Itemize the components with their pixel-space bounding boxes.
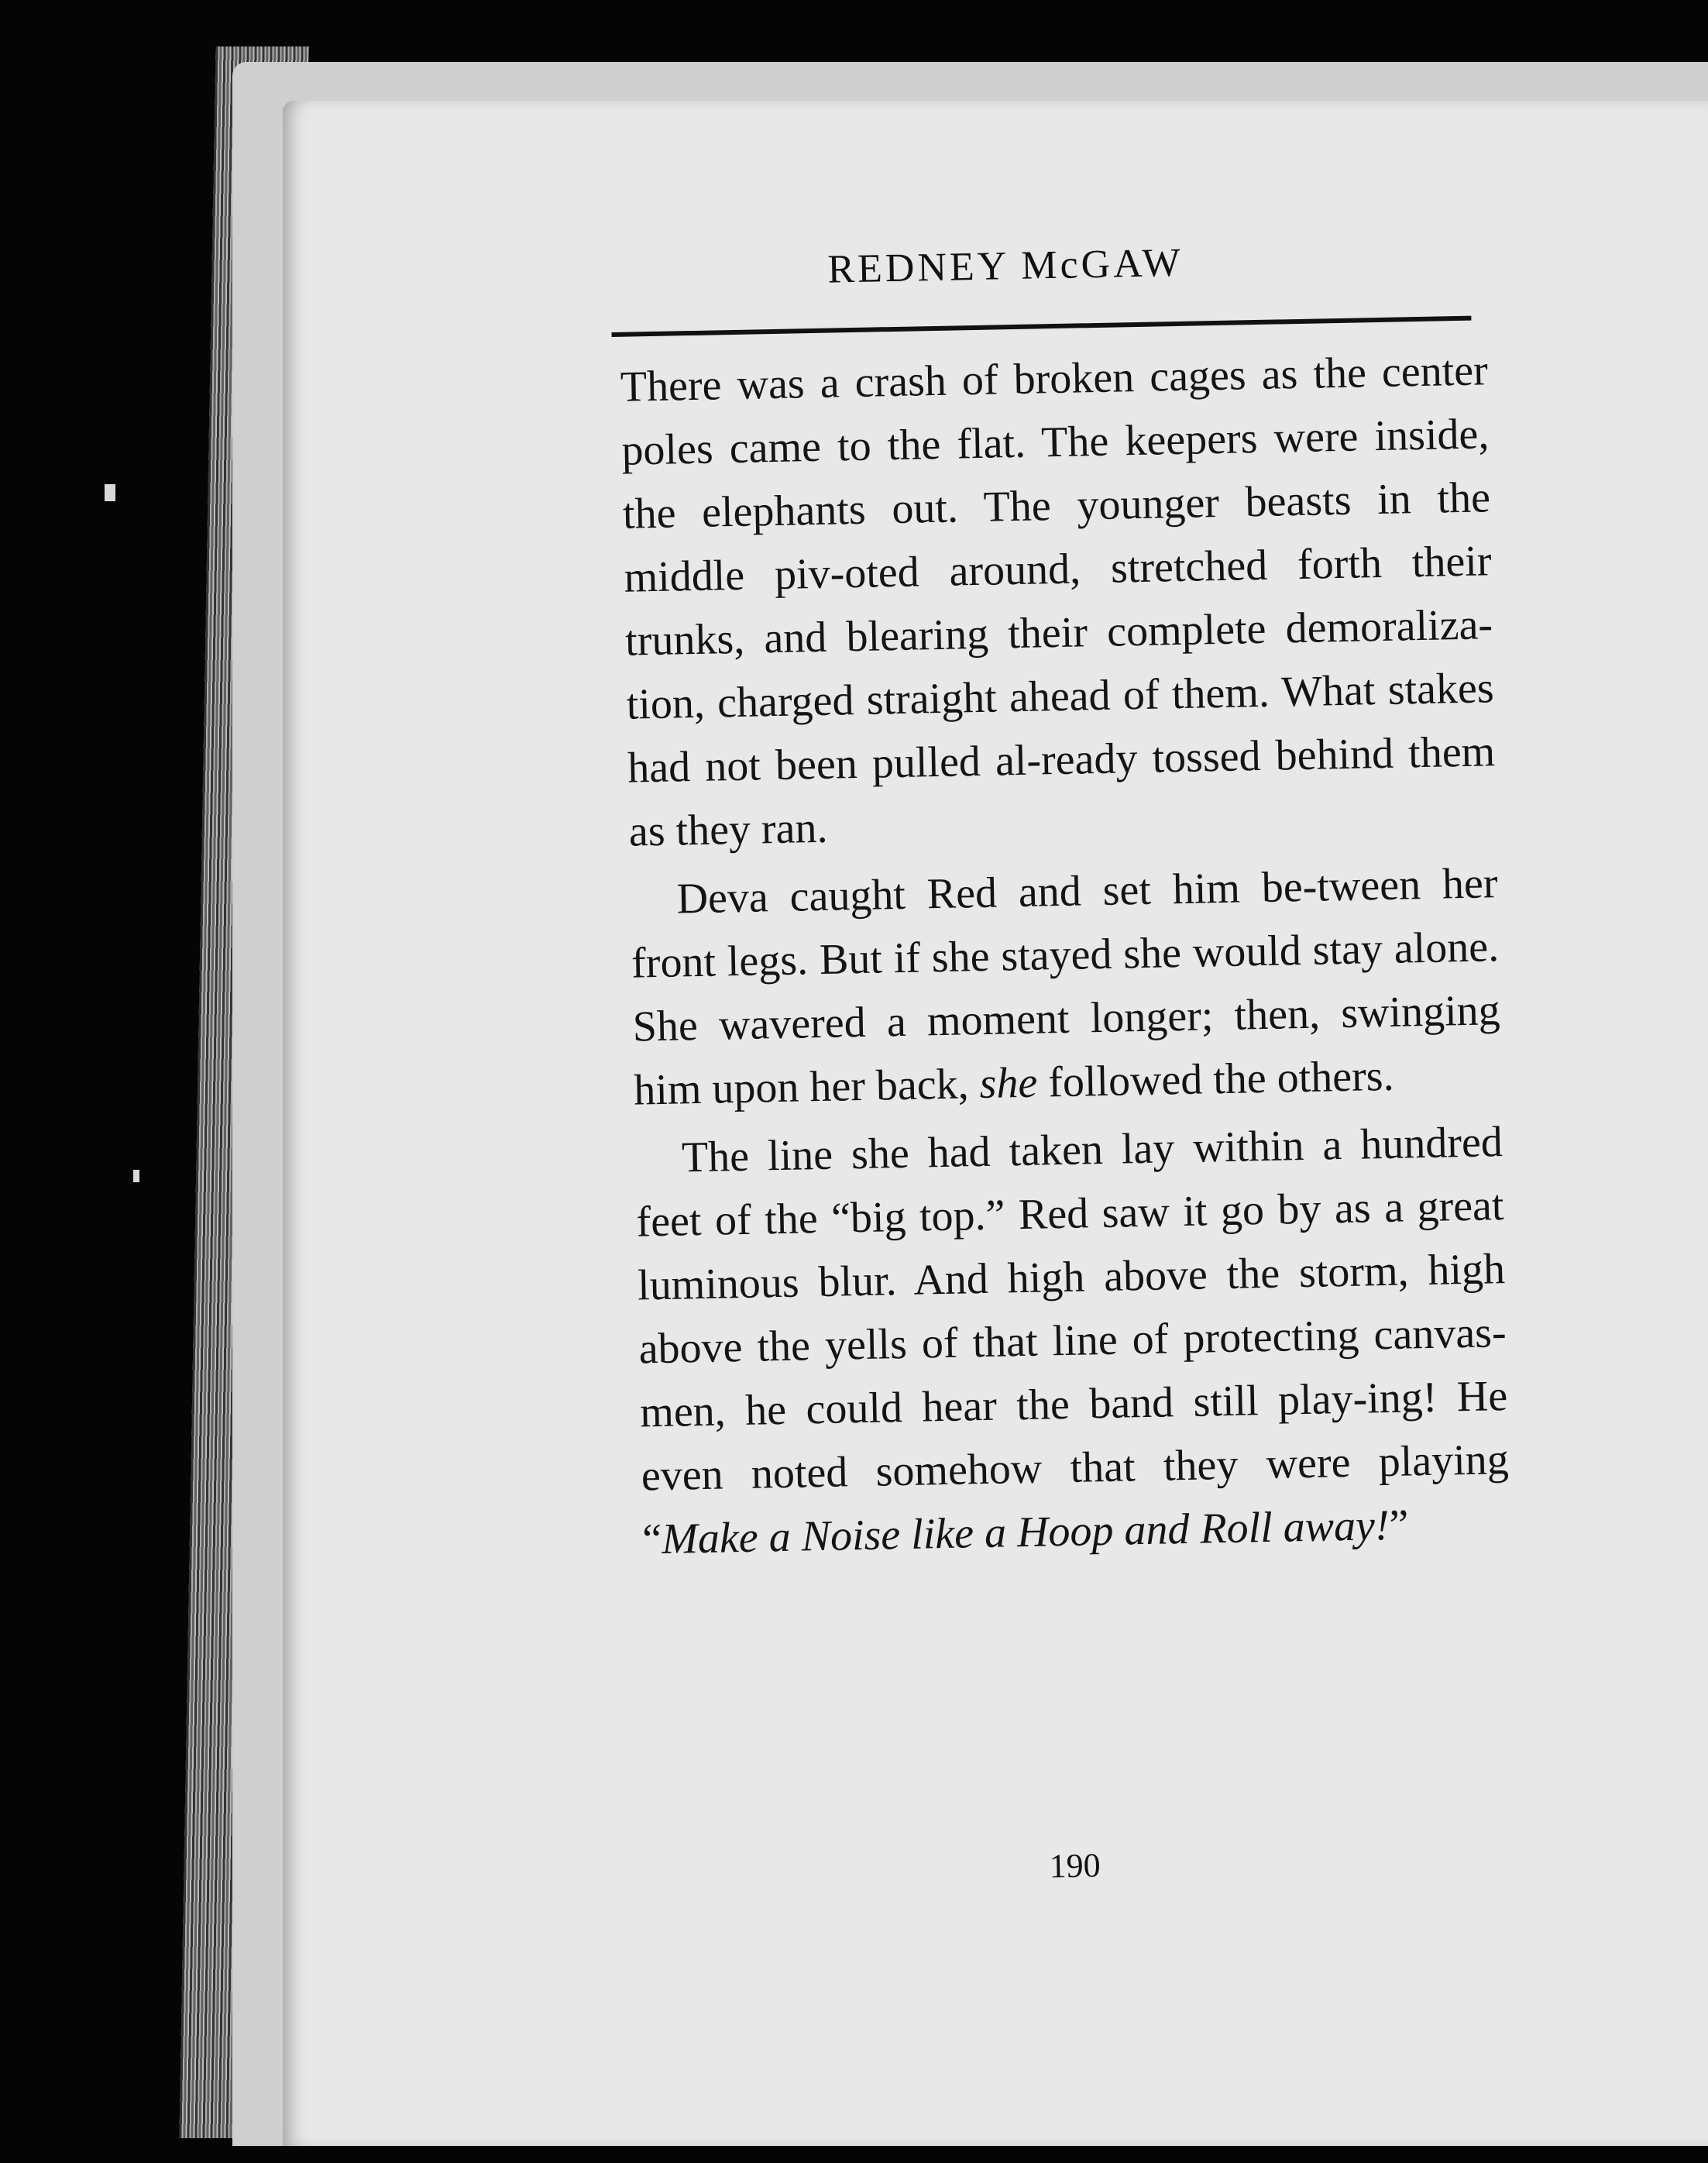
paragraph-3 [634, 1110, 1510, 1571]
header-rule [612, 316, 1472, 337]
text-run: The line she had taken lay within a hundred feet of the “big top.” Red saw it go by as a great luminous blur. And high above the storm, high above the yells of that line of protecting canvas-men, he could hear the band still play-ing! He even noted somehow that they were playing “ [635, 1118, 1510, 1564]
text-run: followed the others. [1036, 1051, 1395, 1107]
text-run: There was a crash of broken cages as the center poles came to the flat. The keepers were inside, the elephants out. The younger beasts in the middle piv-oted around, stretched forth their trunks, and blearing their complete demoraliza-tion, charged straight ahead of them. What stakes had not been pulled al-ready tossed behind them as they ran. [620, 346, 1496, 856]
text-run: ” [1388, 1501, 1409, 1549]
running-head: REDNEY McGAW [827, 240, 1184, 292]
page-content [266, 87, 1708, 2159]
paragraph-2 [630, 851, 1502, 1122]
paragraph-1 [620, 339, 1497, 863]
page-number: 190 [1049, 1846, 1101, 1886]
speck [133, 1170, 139, 1182]
text-run: Deva caught Red and set him be-tween her front legs. But if she stayed she would stay alone. She wavered a moment longer; then, swinging him upon her back, [631, 859, 1501, 1115]
book-page [283, 101, 1708, 2146]
italic-run: Make a Noise like a Hoop and Roll away! [661, 1501, 1390, 1564]
body-text [620, 339, 1510, 1571]
italic-run: she [978, 1058, 1038, 1109]
speck [105, 484, 115, 501]
